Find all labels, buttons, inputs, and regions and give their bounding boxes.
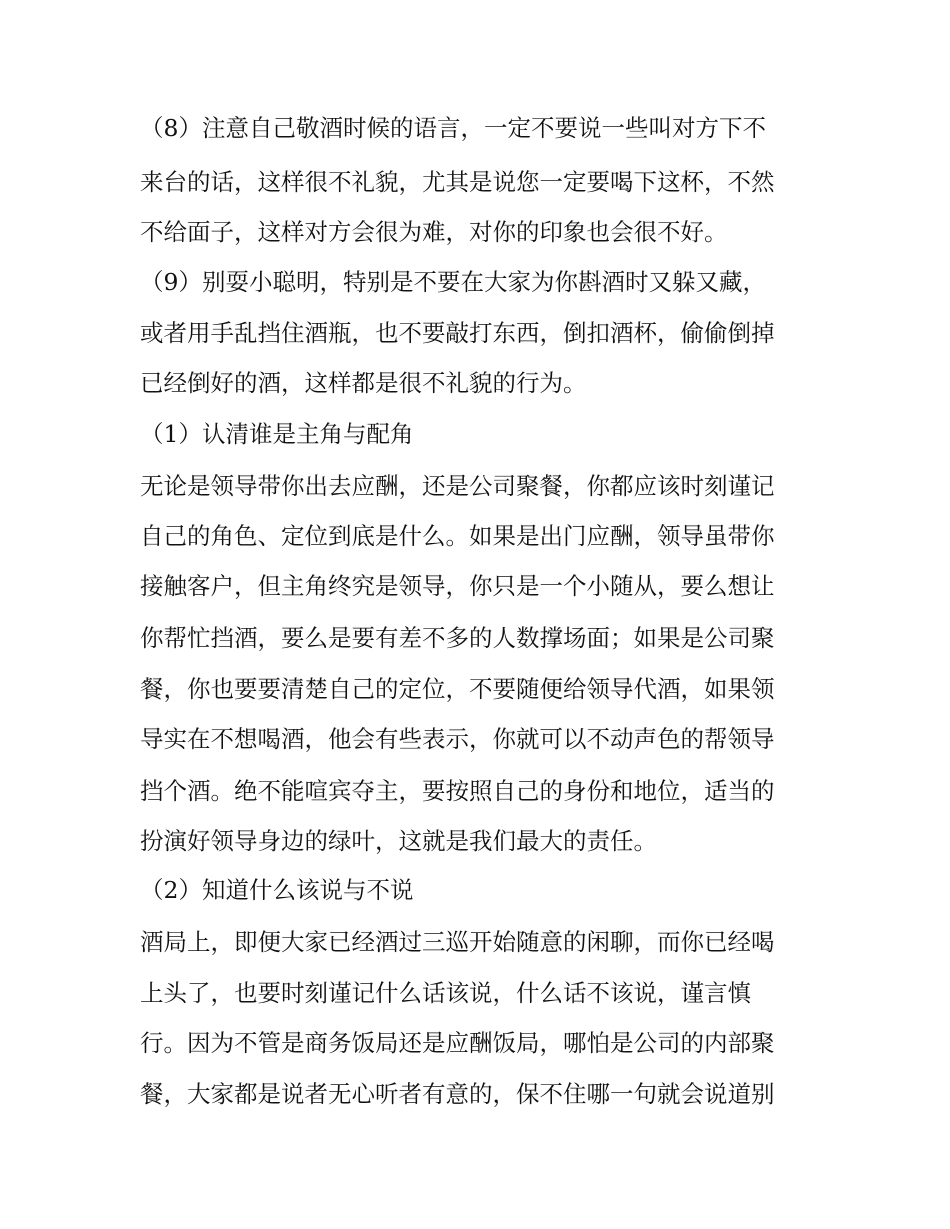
text-line-6: 已经倒好的酒，这样都是很不礼貌的行为。 (140, 369, 587, 397)
text-line-9: 自己的角色、定位到底是什么。如果是出门应酬，领导虽带你 (140, 522, 775, 550)
text-line-17: 酒局上，即便大家已经酒过三巡开始随意的闲聊，而你已经喝 (140, 928, 775, 956)
section-heading-1: （1）认清谁是主角与配角 (140, 420, 414, 448)
text-line-1: （8）注意自己敬酒时候的语言，一定不要说一些叫对方下不 (140, 114, 766, 142)
text-line-19: 行。因为不管是商务饭局还是应酬饭局，哪怕是公司的内部聚 (140, 1029, 775, 1057)
text-line-5: 或者用手乱挡住酒瓶，也不要敲打东西，倒扣酒杯，偷偷倒掉 (140, 319, 775, 347)
text-line-18: 上头了，也要时刻谨记什么话该说，什么话不该说，谨言慎 (140, 979, 751, 1007)
text-line-20: 餐，大家都是说者无心听者有意的，保不住哪一句就会说道别 (140, 1080, 775, 1108)
text-line-2: 来台的话，这样很不礼貌，尤其是说您一定要喝下这杯，不然 (140, 168, 775, 196)
text-line-4: （9）别耍小聪明，特别是不要在大家为你斟酒时又躲又藏， (140, 268, 766, 296)
text-line-12: 餐，你也要要清楚自己的定位，不要随便给领导代酒，如果领 (140, 675, 775, 703)
text-line-8: 无论是领导带你出去应酬，还是公司聚餐，你都应该时刻谨记 (140, 472, 775, 500)
text-line-3: 不给面子，这样对方会很为难，对你的印象也会很不好。 (140, 218, 728, 246)
text-line-15: 扮演好领导身边的绿叶，这就是我们最大的责任。 (140, 827, 657, 855)
section-heading-2: （2）知道什么该说与不说 (140, 876, 414, 904)
text-line-11: 你帮忙挡酒，要么是要有差不多的人数撑场面；如果是公司聚 (140, 624, 775, 652)
text-line-10: 接触客户，但主角终究是领导，你只是一个小随从，要么想让 (140, 572, 775, 600)
text-line-14: 挡个酒。绝不能喧宾夺主，要按照自己的身份和地位，适当的 (140, 777, 775, 805)
text-line-13: 导实在不想喝酒，他会有些表示，你就可以不动声色的帮领导 (140, 725, 775, 753)
